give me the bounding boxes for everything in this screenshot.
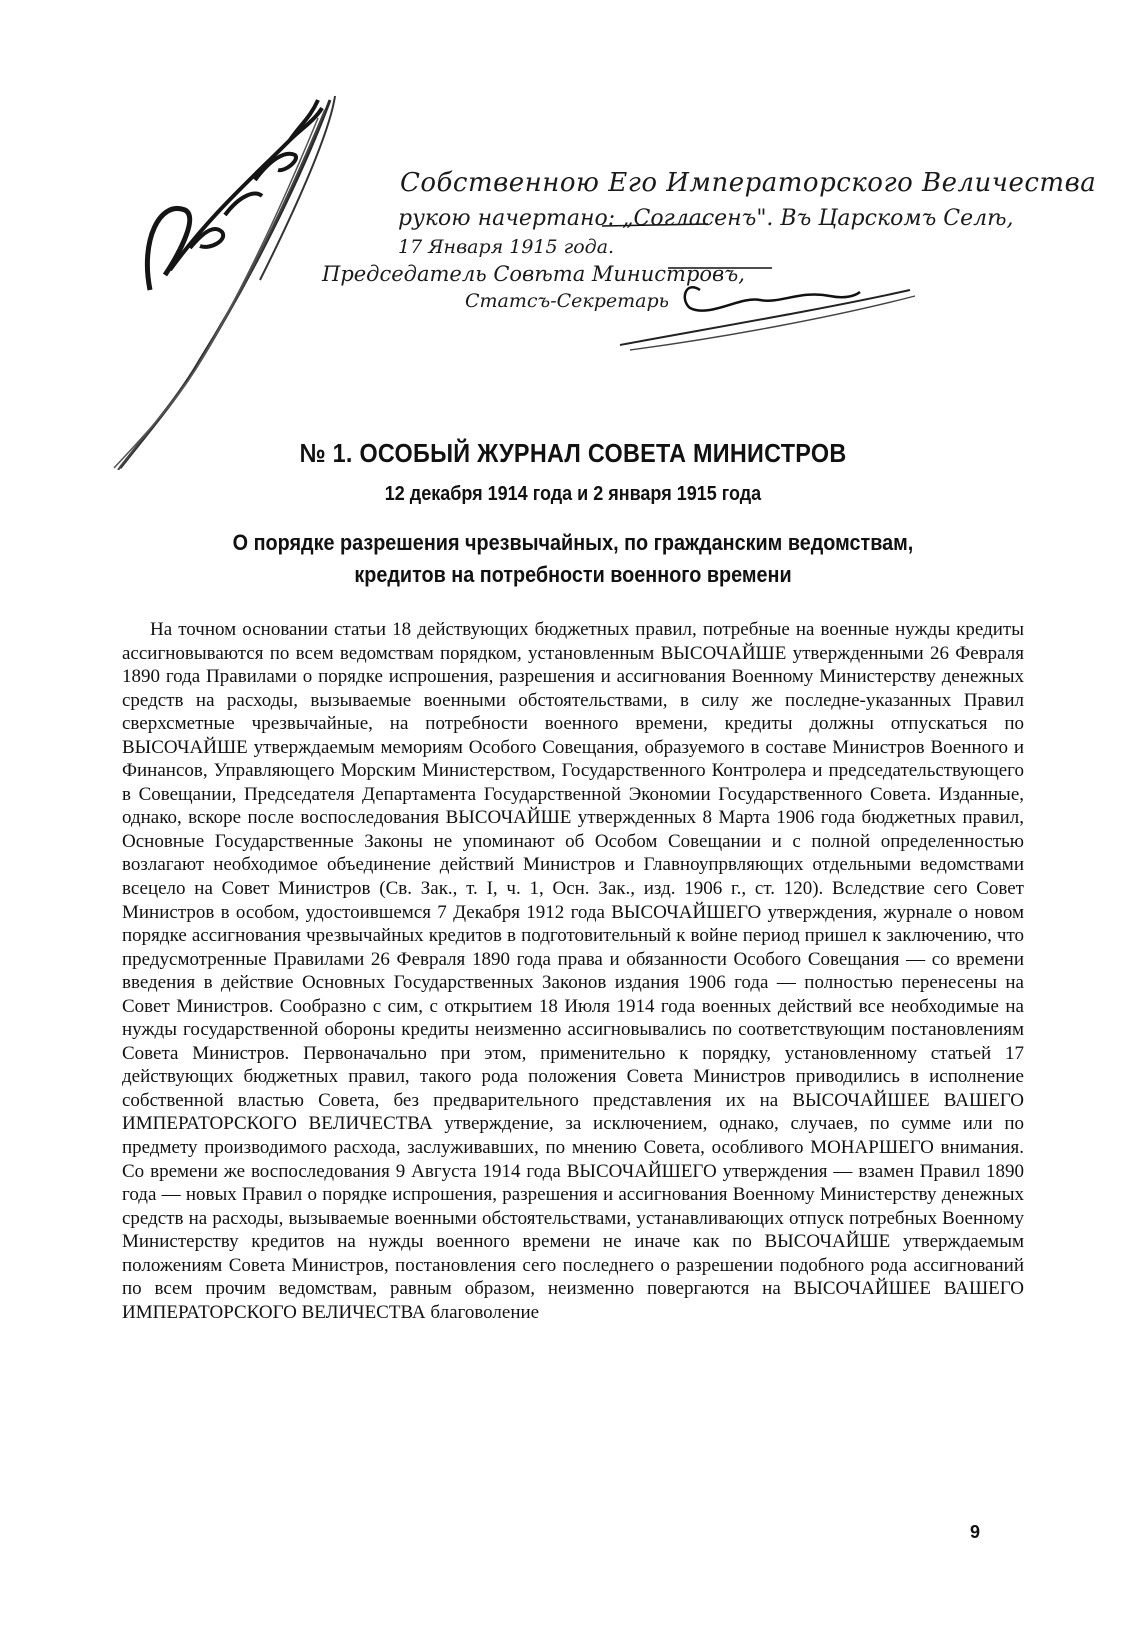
- handwritten-line-3: 17 Января 1915 года.: [398, 236, 615, 258]
- handwritten-line-2: рукою начертано: „Согласенъ". Въ Царскомъ Селѣ,: [398, 206, 1014, 231]
- handwritten-line-5: Статсъ-Секретарь: [465, 290, 670, 312]
- handwritten-line-4: Председатель Совѣта Министровъ,: [322, 262, 745, 286]
- page-number: 9: [969, 1522, 980, 1542]
- handwriting-strokes: [0, 0, 1146, 470]
- handwritten-resolution: [0, 0, 1146, 470]
- document-subject-line-1: О порядке разрешения чрезвычайных, по гражданским ведомствам,: [232, 530, 914, 555]
- body-paragraph: На точном основании статьи 18 действующих бюджетных правил, потребные на военные нужды кредиты ассигновываются по всем ведомствам порядком, установленным ВЫСОЧАЙШЕ утвержденными 26 Февраля 1890 года Правилами о порядке испрошения, разрешения и ассигнования Военному Министерству денежных средств на расходы, вызываемые военными обстоятельствами, в силу же последне-указанных Правил сверхсметные чрезвычайные, на потребности военного времени, кредиты должны отпускаться по ВЫСОЧАЙШЕ утверждаемым мемориям Особого Совещания, образуемого в составе Министров Военного и Финансов, Управляющего Морским Министерством, Государственного Контролера и председательствующего в Совещании, Председателя Департамента Государственной Экономии Государственного Совета. Изданные, однако, вскоре после воспоследования ВЫСОЧАЙШЕ утвержденных 8 Марта 1906 года бюджетных правил, Основные Государственные Законы не упоминают об Особом Совещании и с полной определенностью возлагают необходимое объединение действий Министров и Главноупрвляющих отдельными ведомствами всецело на Совет Министров (Св. Зак., т. I, ч. 1, Осн. Зак., изд. 1906 г., ст. 120). Вследствие сего Совет Министров в особом, удостоившемся 7 Декабря 1912 года ВЫСОЧАЙШЕГО утверждения, журнале о новом порядке ассигнования чрезвычайных кредитов в подготовительный к войне период пришел к заключению, что предусмотренные Правилами 26 Февраля 1890 года права и обязанности Особого Совещания — со времени введения в действие Основных Государственных Законов издания 1906 года — полностью перенесены на Совет Министров. Сообразно с сим, с открытием 18 Июля 1914 года военных действий все необходимые на нужды государственной обороны кредиты неизменно ассигновывались по соответствующим постановлениям Совета Министров. Первоначально при этом, применительно к порядку, установленному статьей 17 действующих бюджетных правил, такого рода положения Совета Министров приводились в исполнение собственной властью Совета, без предварительного представления их на ВЫСОЧАЙШЕЕ ВАШЕГО ИМПЕРАТОРСКОГО ВЕЛИЧЕСТВА утверждение, за исключением, однако, случаев, по сумме или по предмету производимого расхода, заслуживавших, по мнению Совета, особливого МОНАРШЕГО внимания. Со времени же воспоследования 9 Августа 1914 года ВЫСОЧАЙШЕГО утверждения — взамен Правил 1890 года — новых Правил о порядке испрошения, разрешения и ассигнования Военному Министерству денежных средств на расходы, вызываемые военными обстоятельствами, устанавливающих отпуск потребных Военному Министерству кредитов на нужды военного времени не иначе как по ВЫСОЧАЙШЕ утверждаемым положениям Совета Министров, постановления сего последнего о разрешении подобного рода ассигнований по всем прочим ведомствам, равным образом, неизменно повергаются на ВЫСОЧАЙШЕЕ ВАШЕГО ИМПЕРАТОРСКОГО ВЕЛИЧЕСТВА благоволение: [122, 619, 1024, 1323]
- document-title: № 1. ОСОБЫЙ ЖУРНАЛ СОВЕТА МИНИСТРОВ: [299, 438, 847, 468]
- document-date: 12 декабря 1914 года и 2 января 1915 года: [384, 483, 762, 505]
- handwritten-line-1: Собственною Его Императорского Величества: [400, 168, 1097, 198]
- document-subject-line-2: кредитов на потребности военного времени: [354, 562, 792, 587]
